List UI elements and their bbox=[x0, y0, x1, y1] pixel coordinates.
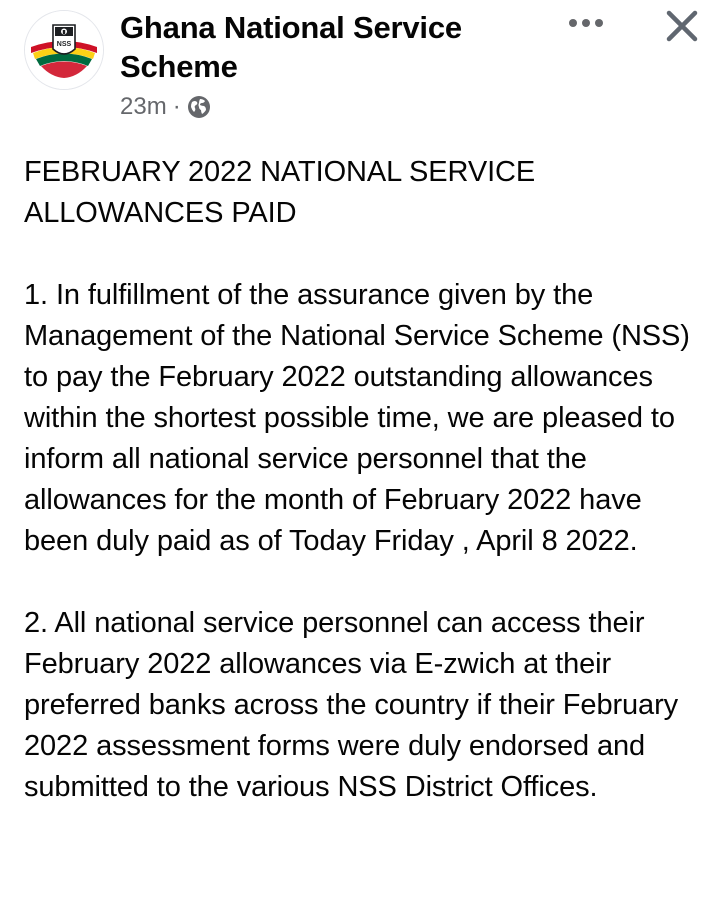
post-title: FEBRUARY 2022 NATIONAL SERVICE ALLOWANCES PAID bbox=[24, 156, 536, 229]
more-horizontal-icon bbox=[566, 17, 606, 29]
post-paragraph-2: 2. All national service personnel can access their February 2022 allowances via E-zwich at their preferred banks across the country if their February 2022 assessment forms were duly endorsed and submitted to the various NSS District Offices. bbox=[24, 607, 679, 803]
nss-logo-icon bbox=[25, 11, 103, 89]
more-options-button[interactable] bbox=[566, 8, 606, 38]
post-paragraph-1: 1. In fulfillment of the assurance given by the Management of the National Service Scheme (NSS) to pay the February 2022 outstanding allowances within the shortest possible time, we are pleased to inform all national service personnel that the allowances for the month of February 2022 have been duly paid as of Today Friday , April 8 2022. bbox=[24, 279, 690, 557]
meta-separator: · bbox=[172, 93, 181, 120]
post-meta bbox=[120, 92, 211, 122]
post-header bbox=[0, 0, 720, 130]
post-body bbox=[24, 152, 704, 849]
page-avatar[interactable] bbox=[24, 10, 104, 90]
close-button[interactable] bbox=[660, 4, 704, 48]
close-icon bbox=[666, 10, 698, 42]
globe-icon bbox=[187, 95, 211, 119]
post-time[interactable]: 23m bbox=[120, 93, 167, 120]
avatar-text: NSS bbox=[56, 41, 72, 48]
page-name[interactable]: Ghana National Service Scheme bbox=[120, 10, 462, 84]
